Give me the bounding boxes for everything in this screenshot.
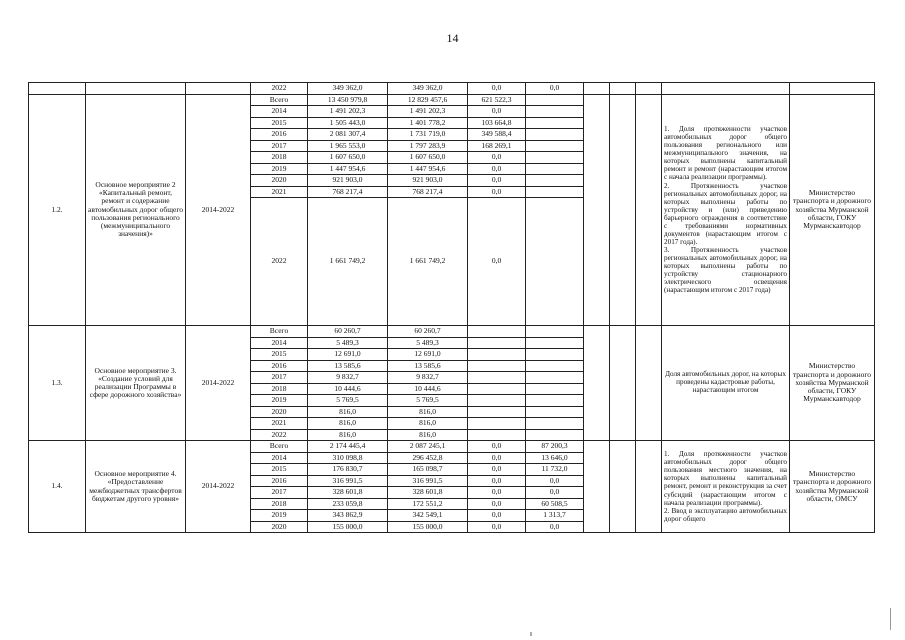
local-budget-cell (526, 326, 584, 338)
year-cell: 2014 (251, 337, 308, 349)
federal-budget-cell: 0,0 (468, 510, 526, 522)
federal-budget-cell: 0,0 (468, 152, 526, 164)
local-budget-cell (526, 175, 584, 187)
regional-budget-cell: 816,0 (388, 406, 468, 418)
total-cell: 155 000,0 (308, 521, 388, 533)
year-cell: 2014 (251, 452, 308, 464)
indicators-cell (662, 441, 790, 533)
local-budget-cell (526, 349, 584, 361)
table-row (29, 441, 875, 453)
federal-budget-cell: 0,0 (468, 106, 526, 118)
year-cell: 2019 (251, 163, 308, 175)
year-cell: 2015 (251, 349, 308, 361)
measure-name: Основное мероприятие 2 «Капитальный ремонт, ремонт и содержание автомобильных дорог общего пользования регионального (межмуниципального значения)» (86, 94, 186, 326)
total-cell: 349 362,0 (308, 83, 388, 95)
federal-budget-cell: 0,0 (468, 175, 526, 187)
federal-budget-cell (468, 349, 526, 361)
federal-budget-cell (468, 418, 526, 430)
total-cell: 5 489,3 (308, 337, 388, 349)
local-budget-cell (526, 372, 584, 384)
indicator-text: 3. Протяженность участков региональных автомобильных дорог, на которых выполнены работы по устройству стационарного электрического освещения (нарастающим итогом с 2017 года) (664, 246, 787, 295)
regional-budget-cell: 10 444,6 (388, 383, 468, 395)
federal-budget-cell: 0,0 (468, 441, 526, 453)
federal-budget-cell: 0,0 (468, 163, 526, 175)
total-cell: 13 585,6 (308, 360, 388, 372)
total-cell: 1 965 553,0 (308, 140, 388, 152)
local-budget-cell (526, 186, 584, 198)
year-cell: 2015 (251, 117, 308, 129)
total-cell: 60 260,7 (308, 326, 388, 338)
total-cell: 343 862,9 (308, 510, 388, 522)
federal-budget-cell: 0,0 (468, 464, 526, 476)
regional-budget-cell: 155 000,0 (388, 521, 468, 533)
federal-budget-cell: 103 664,8 (468, 117, 526, 129)
local-budget-cell (526, 383, 584, 395)
local-budget-cell (526, 129, 584, 141)
total-cell: 5 769,5 (308, 395, 388, 407)
regional-budget-cell: 816,0 (388, 429, 468, 441)
year-cell: 2021 (251, 186, 308, 198)
total-cell: 10 444,6 (308, 383, 388, 395)
program-table (28, 82, 875, 533)
regional-budget-cell: 2 087 245,1 (388, 441, 468, 453)
year-cell: 2018 (251, 383, 308, 395)
regional-budget-cell: 5 489,3 (388, 337, 468, 349)
year-cell: 2019 (251, 510, 308, 522)
year-cell: 2015 (251, 464, 308, 476)
local-budget-cell: 0,0 (526, 487, 584, 499)
local-budget-cell: 60 508,5 (526, 498, 584, 510)
page-number: 14 (446, 31, 459, 45)
total-cell: 12 691,0 (308, 349, 388, 361)
federal-budget-cell (468, 360, 526, 372)
year-cell: 2017 (251, 487, 308, 499)
executor: Министерство транспорта и дорожного хозяйства Мурманской области, ОМСУ (790, 441, 875, 533)
regional-budget-cell: 165 098,7 (388, 464, 468, 476)
local-budget-cell (526, 418, 584, 430)
regional-budget-cell: 816,0 (388, 418, 468, 430)
table-row (29, 83, 875, 95)
total-cell: 816,0 (308, 406, 388, 418)
total-cell: 921 903,0 (308, 175, 388, 187)
total-cell: 310 098,8 (308, 452, 388, 464)
year-cell: 2021 (251, 418, 308, 430)
regional-budget-cell: 172 551,2 (388, 498, 468, 510)
federal-budget-cell: 0,0 (468, 475, 526, 487)
local-budget-cell: 0,0 (526, 521, 584, 533)
year-cell: Всего (251, 94, 308, 106)
federal-budget-cell: 0,0 (468, 186, 526, 198)
section-number: 1.4. (29, 441, 86, 533)
section-number: 1.2. (29, 94, 86, 326)
year-cell: 2016 (251, 129, 308, 141)
total-cell: 1 661 749,2 (308, 198, 388, 326)
federal-budget-cell (468, 337, 526, 349)
federal-budget-cell: 0,0 (468, 83, 526, 95)
local-budget-cell (526, 117, 584, 129)
local-budget-cell (526, 140, 584, 152)
total-cell: 2 081 307,4 (308, 129, 388, 141)
scan-mark (890, 608, 891, 630)
year-cell: 2018 (251, 152, 308, 164)
year-cell: 2022 (251, 83, 308, 95)
regional-budget-cell: 328 601,8 (388, 487, 468, 499)
federal-budget-cell: 0,0 (468, 452, 526, 464)
total-cell: 816,0 (308, 418, 388, 430)
regional-budget-cell: 1 731 719,0 (388, 129, 468, 141)
regional-budget-cell: 1 607 650,0 (388, 152, 468, 164)
regional-budget-cell: 316 991,5 (388, 475, 468, 487)
local-budget-cell: 11 732,0 (526, 464, 584, 476)
local-budget-cell: 0,0 (526, 83, 584, 95)
year-cell: 2022 (251, 429, 308, 441)
regional-budget-cell: 1 661 749,2 (388, 198, 468, 326)
indicator-text: 1. Доля протяженности участков автомобильных дорог общего пользования регионального или межмуниципального значения, на которых выполнены капитальный ремонт и ремонт (нарастающим итогом с начала реализации программы). (664, 125, 787, 182)
year-cell: 2020 (251, 521, 308, 533)
local-budget-cell (526, 163, 584, 175)
year-cell: 2020 (251, 175, 308, 187)
local-budget-cell (526, 406, 584, 418)
year-cell: 2018 (251, 498, 308, 510)
table-row (29, 94, 875, 106)
regional-budget-cell: 9 832,7 (388, 372, 468, 384)
federal-budget-cell (468, 383, 526, 395)
measure-name: Основное мероприятие 4. «Предоставление межбюджетных трансфертов бюджетам другого уровня» (86, 441, 186, 533)
local-budget-cell: 87 200,3 (526, 441, 584, 453)
regional-budget-cell: 12 691,0 (388, 349, 468, 361)
period: 2014-2022 (186, 441, 251, 533)
period: 2014-2022 (186, 94, 251, 326)
federal-budget-cell (468, 372, 526, 384)
regional-budget-cell: 921 903,0 (388, 175, 468, 187)
local-budget-cell (526, 429, 584, 441)
total-cell: 768 217,4 (308, 186, 388, 198)
local-budget-cell (526, 152, 584, 164)
total-cell: 233 059,8 (308, 498, 388, 510)
regional-budget-cell: 1 447 954,6 (388, 163, 468, 175)
year-cell: 2017 (251, 372, 308, 384)
year-cell: 2014 (251, 106, 308, 118)
regional-budget-cell: 1 401 778,2 (388, 117, 468, 129)
regional-budget-cell: 349 362,0 (388, 83, 468, 95)
year-cell: 2016 (251, 475, 308, 487)
federal-budget-cell: 349 588,4 (468, 129, 526, 141)
regional-budget-cell: 5 769,5 (388, 395, 468, 407)
federal-budget-cell: 168 269,1 (468, 140, 526, 152)
indicator-text: 1. Доля протяженности участков автомобильных дорог общего пользования местного значения, на которых выполнены капитальный ремонт, ремонт и реконструкция за счет субсидий (нарастающим итогом с начала реализации программы). (664, 450, 787, 507)
federal-budget-cell: 0,0 (468, 198, 526, 326)
total-cell: 2 174 445,4 (308, 441, 388, 453)
regional-budget-cell: 342 549,1 (388, 510, 468, 522)
regional-budget-cell: 13 585,6 (388, 360, 468, 372)
total-cell: 1 447 954,6 (308, 163, 388, 175)
local-budget-cell (526, 337, 584, 349)
scan-mark (530, 632, 532, 636)
federal-budget-cell (468, 429, 526, 441)
regional-budget-cell: 60 260,7 (388, 326, 468, 338)
table-row (29, 326, 875, 338)
total-cell: 1 505 443,0 (308, 117, 388, 129)
federal-budget-cell (468, 395, 526, 407)
regional-budget-cell: 1 491 202,3 (388, 106, 468, 118)
period: 2014-2022 (186, 326, 251, 441)
federal-budget-cell (468, 406, 526, 418)
total-cell: 1 607 650,0 (308, 152, 388, 164)
local-budget-cell (526, 106, 584, 118)
regional-budget-cell: 768 217,4 (388, 186, 468, 198)
federal-budget-cell: 0,0 (468, 521, 526, 533)
local-budget-cell (526, 198, 584, 326)
local-budget-cell: 13 646,0 (526, 452, 584, 464)
total-cell: 176 830,7 (308, 464, 388, 476)
total-cell: 316 991,5 (308, 475, 388, 487)
federal-budget-cell: 621 522,3 (468, 94, 526, 106)
year-cell: 2016 (251, 360, 308, 372)
year-cell: 2020 (251, 406, 308, 418)
year-cell: Всего (251, 441, 308, 453)
total-cell: 13 450 979,8 (308, 94, 388, 106)
year-cell: 2019 (251, 395, 308, 407)
federal-budget-cell: 0,0 (468, 487, 526, 499)
local-budget-cell (526, 94, 584, 106)
regional-budget-cell: 296 452,8 (388, 452, 468, 464)
regional-budget-cell: 1 797 283,9 (388, 140, 468, 152)
executor: Министерство транспорта и дорожного хозяйства Мурманской области, ГОКУ Мурманскавтодор (790, 94, 875, 326)
local-budget-cell: 0,0 (526, 475, 584, 487)
indicator-text: 2. Ввод в эксплуатацию автомобильных дорог общего (664, 506, 787, 523)
total-cell: 1 491 202,3 (308, 106, 388, 118)
local-budget-cell (526, 360, 584, 372)
total-cell: 816,0 (308, 429, 388, 441)
total-cell: 9 832,7 (308, 372, 388, 384)
indicator-text: 2. Протяженность участков региональных автомобильных дорог, на которых выполнены работы по устройству и (или) приведению барьерного ограждения в соответствие с требованиями нормативных документов (нарастающим итогом с 2017 года). (664, 181, 787, 246)
federal-budget-cell (468, 326, 526, 338)
total-cell: 328 601,8 (308, 487, 388, 499)
regional-budget-cell: 12 829 457,6 (388, 94, 468, 106)
local-budget-cell: 1 313,7 (526, 510, 584, 522)
section-number: 1.3. (29, 326, 86, 441)
indicator-text: Доля автомобильных дорог, на которых проведены кадастровые работы, нарастающим итогом (662, 326, 790, 441)
year-cell: 2017 (251, 140, 308, 152)
year-cell: 2022 (251, 198, 308, 326)
year-cell: Всего (251, 326, 308, 338)
executor: Министерство транспорта и дорожного хозяйства Мурманской области, ГОКУ Мурманскавтодор (790, 326, 875, 441)
indicators-cell (662, 94, 790, 326)
federal-budget-cell: 0,0 (468, 498, 526, 510)
measure-name: Основное мероприятие 3. «Создание условий для реализации Программы в сфере дорожного хозяйства» (86, 326, 186, 441)
local-budget-cell (526, 395, 584, 407)
